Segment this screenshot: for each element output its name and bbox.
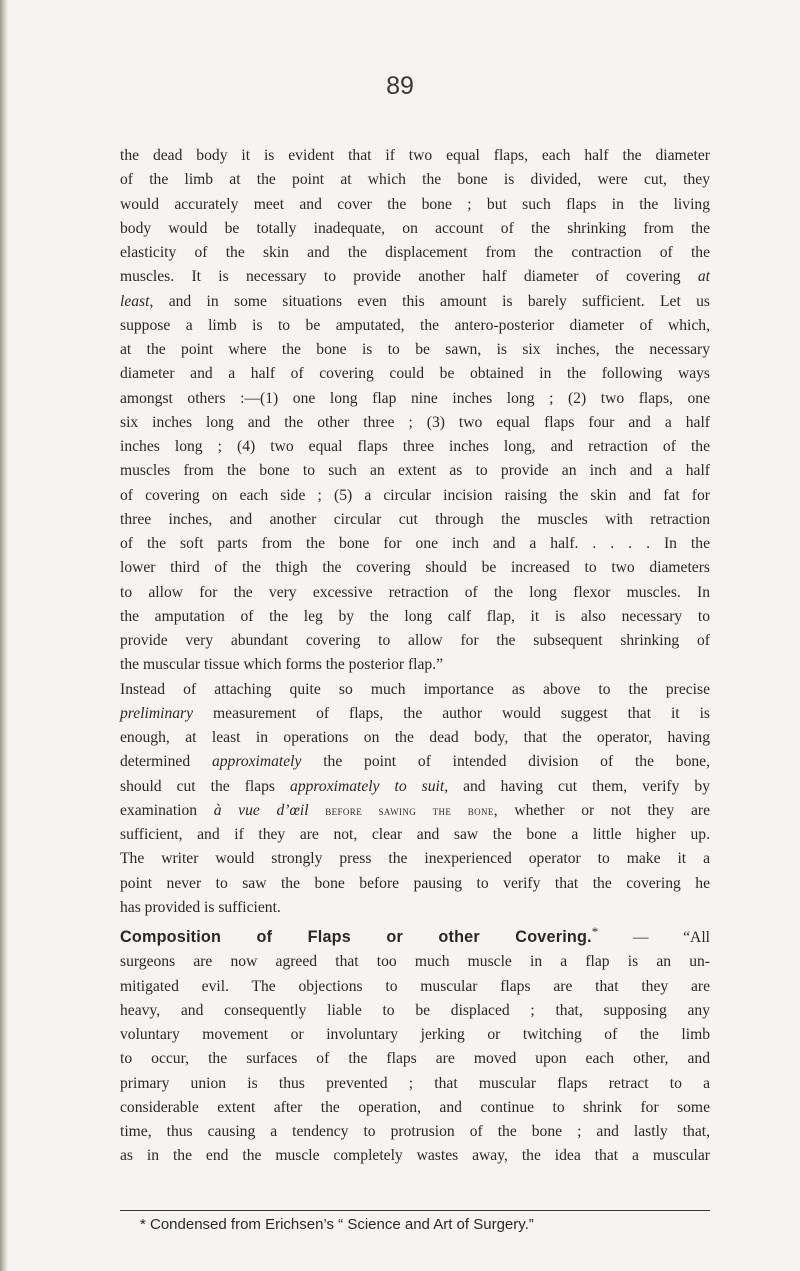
footnote-marker: * — [591, 924, 599, 939]
text-line: would accurately meet and cover the bone ; but such flaps in the living — [120, 195, 710, 213]
text-run: determined — [120, 753, 212, 771]
text-line: amongst others :—(1) one long flap nine inches long ; (2) two flaps, one — [120, 389, 710, 407]
text-line: inches long ; (4) two equal flaps three inches long, and retraction of the — [120, 438, 710, 455]
text-line: the muscular tissue which forms the posterior flap.” — [120, 656, 444, 674]
text-line: three inches, and another circular cut through the muscles with retraction — [120, 510, 710, 528]
italic-run: preliminary — [120, 704, 194, 722]
text-line: time, thus causing a tendency to protrusion of the bone ; and lastly that, — [120, 1123, 710, 1141]
text-line: to occur, the surfaces of the flaps are moved upon each other, and — [120, 1050, 710, 1068]
italic-run: least — [120, 292, 150, 310]
text-line: as in the end the muscle completely wastes away, the idea that a muscular — [120, 1147, 710, 1165]
small-caps-run: before sawing the bone — [325, 802, 494, 818]
text-line: The writer would strongly press the inexperienced operator to make it a — [120, 850, 710, 868]
text-run: measurement of flaps, the author would suggest that it is — [193, 704, 710, 722]
page-edge-shadow — [0, 0, 8, 1271]
text-run: should cut the flaps — [120, 777, 291, 795]
text-run: muscles. It is necessary to provide another half diameter of covering — [120, 268, 698, 286]
text-run: — “All — [598, 929, 710, 947]
text-line: sufficient, and if they are not, clear and saw the bone a little higher up. — [120, 826, 710, 843]
text-line: the dead body it is evident that if two equal flaps, each half the diameter — [120, 147, 710, 164]
footnote-divider — [120, 1210, 710, 1211]
italic-run: at — [697, 268, 710, 286]
text-run: , and having cut them, verify by — [444, 777, 711, 795]
italic-run: approximately — [211, 753, 302, 771]
text-run: , and in some situations even this amount is barely sufficient. Let us — [149, 292, 710, 310]
footnote: * Condensed from Erichsen’s “ Science and Art of Surgery.” — [140, 1216, 534, 1233]
text-run: examination — [120, 801, 214, 819]
text-line: voluntary movement or involuntary jerking or twitching of the limb — [120, 1026, 710, 1044]
text-line: the amputation of the leg by the long calf flap, it is also necessary to — [120, 607, 710, 625]
text-line: Instead of attaching quite so much importance as above to the precise — [120, 680, 710, 698]
text-line: heavy, and consequently liable to be displaced ; that, supposing any — [120, 1001, 710, 1019]
text-line: considerable extent after the operation, and continue to shrink for some — [120, 1098, 710, 1116]
text-line: to allow for the very excessive retraction of the long flexor muscles. In — [120, 583, 710, 601]
text-line: surgeons are now agreed that too much muscle in a flap is an un- — [120, 953, 710, 971]
text-line: six inches long and the other three ; (3) two equal flaps four and a half — [120, 413, 710, 431]
text-line — [120, 265, 710, 289]
section-heading: Composition of Flaps or other Covering. — [120, 928, 592, 947]
text-line — [120, 920, 710, 950]
text-line: point never to saw the bone before pausing to verify that the covering he — [120, 874, 710, 892]
text-line: primary union is thus prevented ; that muscular flaps retract to a — [120, 1074, 710, 1092]
text-line: of the soft parts from the bone for one inch and a half. . . . . In the — [120, 535, 710, 552]
text-line: body would be totally inadequate, on account of the shrinking from the — [120, 219, 710, 237]
text-line: suppose a limb is to be amputated, the antero-posterior diameter of which, — [120, 316, 710, 334]
italic-run: à vue d’œil — [213, 801, 309, 819]
text-line: provide very abundant covering to allow for the subsequent shrinking of — [120, 632, 710, 649]
text-line: elasticity of the skin and the displacement from the contraction of the — [120, 244, 710, 261]
text-run: the point of intended division of the bone, — [301, 753, 711, 771]
text-line: at the point where the bone is to be sawn, is six inches, the necessary — [120, 341, 710, 358]
text-line: mitigated evil. The objections to muscular flaps are that they are — [120, 977, 710, 995]
body-text — [120, 144, 710, 1169]
page-number: 89 — [386, 72, 414, 100]
text-line: of the limb at the point at which the bone is divided, were cut, they — [120, 171, 710, 189]
text-line: of covering on each side ; (5) a circular incision raising the skin and fat for — [120, 486, 710, 504]
text-line: lower third of the thigh the covering should be increased to two diameters — [120, 559, 710, 577]
text-line — [120, 750, 710, 774]
italic-run: approximately to suit — [290, 777, 445, 795]
text-line: enough, at least in operations on the dead body, that the operator, having — [120, 729, 710, 746]
text-line — [120, 799, 710, 823]
text-line — [120, 290, 710, 314]
text-line: diameter and a half of covering could be obtained in the following ways — [120, 365, 710, 383]
text-line: has provided is sufficient. — [120, 898, 281, 916]
text-run: , whether or not they are — [493, 801, 710, 819]
text-line: muscles from the bone to such an extent as to provide an inch and a half — [120, 462, 710, 480]
text-line — [120, 702, 710, 726]
text-line — [120, 775, 710, 799]
